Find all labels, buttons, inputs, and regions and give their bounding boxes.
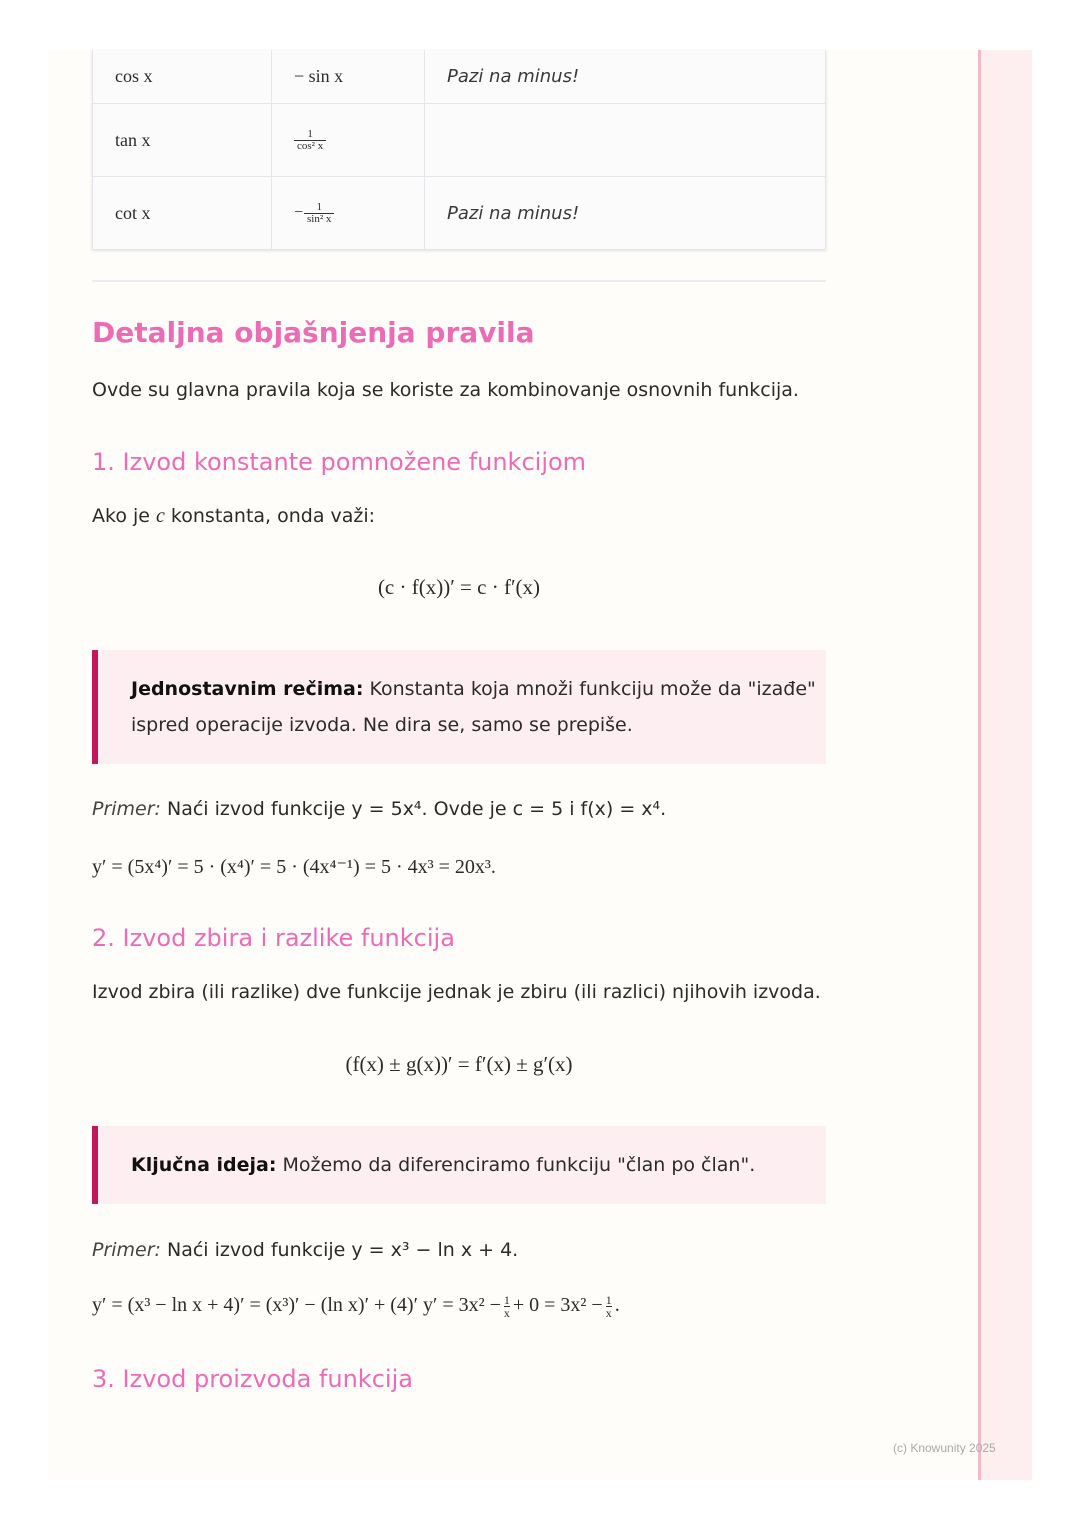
table-row bbox=[93, 177, 826, 250]
minus-sign: − bbox=[294, 204, 304, 222]
table-cell-derivative: − sin x bbox=[272, 50, 425, 104]
fraction-denominator: x bbox=[605, 1306, 612, 1320]
derivative-table bbox=[92, 50, 826, 250]
table-cell-derivative bbox=[272, 177, 425, 250]
rule2-primer bbox=[92, 1239, 518, 1261]
callout-bold-label: Ključna ideja: bbox=[131, 1154, 277, 1176]
primer-text: Naći izvod funkcije y = 5x⁴. Ovde je c = 5 i f(x) = x⁴. bbox=[160, 798, 667, 820]
rule2-callout bbox=[92, 1126, 826, 1204]
rule1-solution: y′ = (5x⁴)′ = 5 · (x⁴)′ = 5 · (4x⁴⁻¹) = 5 · 4x³ = 20x³. bbox=[92, 856, 496, 878]
rule2-formula: (f(x) ± g(x))′ = f′(x) ± g′(x) bbox=[345, 1052, 573, 1076]
copyright-footer: (c) Knowunity 2025 bbox=[893, 1441, 996, 1455]
rule2-text: Izvod zbira (ili razlike) dve funkcije jednak je zbiru (ili razlici) njihovih izvoda. bbox=[92, 981, 821, 1003]
callout-text: Konstanta koja množi funkciju može da "izađe" bbox=[363, 678, 816, 700]
table-cell-note bbox=[425, 104, 826, 177]
fraction-numerator: 1 bbox=[316, 200, 322, 213]
table-cell-function: cos x bbox=[93, 50, 272, 104]
callout-bold-label: Jednostavnim rečima: bbox=[131, 678, 364, 700]
rule1-primer bbox=[92, 798, 666, 820]
rule1-title: 1. Izvod konstante pomnožene funkcijom bbox=[92, 448, 587, 476]
section-title: Detaljna objašnjenja pravila bbox=[92, 316, 535, 349]
document-page bbox=[48, 50, 978, 1480]
solution-part: y′ = (x³ − ln x + 4)′ = (x³)′ − (ln x)′ + (4)′ y′ = 3x² − bbox=[92, 1294, 501, 1317]
callout-text: ispred operacije izvoda. Ne dira se, samo se prepiše. bbox=[131, 714, 633, 736]
fraction-numerator: 1 bbox=[503, 1293, 510, 1307]
solution-part: + 0 = 3x² − bbox=[512, 1294, 603, 1317]
table-row bbox=[93, 50, 826, 104]
table-cell-function: cot x bbox=[93, 177, 272, 250]
primer-text: Naći izvod funkcije y = x³ − ln x + 4. bbox=[160, 1239, 519, 1261]
fraction-denominator: x bbox=[503, 1306, 510, 1320]
table-cell-note: Pazi na minus! bbox=[425, 50, 826, 104]
table-cell-function: tan x bbox=[93, 104, 272, 177]
fraction bbox=[294, 129, 326, 152]
rule2-solution: y′ = (x³ − ln x + 4)′ = (x³)′ − (ln x)′ + (4)′ y′ = 3x² − $\frac{1}{x}$ + 0 = 3x² − $\frac{1}{x}$ . bbox=[92, 1293, 620, 1320]
rule1-formula: (c · f(x))′ = c · f′(x) bbox=[377, 575, 541, 599]
section-intro: Ovde su glavna pravila koja se koriste za kombinovanje osnovnih funkcija. bbox=[92, 379, 799, 401]
page-sidebar bbox=[978, 50, 1032, 1480]
rule3-title: 3. Izvod proizvoda funkcija bbox=[92, 1365, 413, 1393]
divider bbox=[92, 280, 826, 282]
rule1-text bbox=[92, 505, 375, 528]
rule1-text-b: konstanta, onda važi: bbox=[164, 505, 376, 527]
fraction bbox=[504, 1294, 510, 1319]
callout-text: Možemo da diferenciramo funkciju "član po član". bbox=[276, 1154, 756, 1176]
table-cell-derivative bbox=[272, 104, 425, 177]
fraction bbox=[304, 202, 334, 225]
fraction-numerator: 1 bbox=[307, 127, 313, 140]
rule1-text-c: c bbox=[156, 505, 165, 527]
rule1-callout bbox=[92, 650, 826, 764]
primer-label: Primer: bbox=[92, 798, 161, 820]
fraction-denominator: cos² x bbox=[294, 140, 326, 152]
rule1-text-a: Ako je bbox=[92, 505, 156, 527]
fraction-denominator: sin² x bbox=[304, 213, 334, 225]
primer-label: Primer: bbox=[92, 1239, 161, 1261]
fraction bbox=[606, 1294, 612, 1319]
fraction-numerator: 1 bbox=[605, 1293, 612, 1307]
rule2-title: 2. Izvod zbira i razlike funkcija bbox=[92, 924, 455, 952]
table-cell-note: Pazi na minus! bbox=[425, 177, 826, 250]
table-row bbox=[93, 104, 826, 177]
